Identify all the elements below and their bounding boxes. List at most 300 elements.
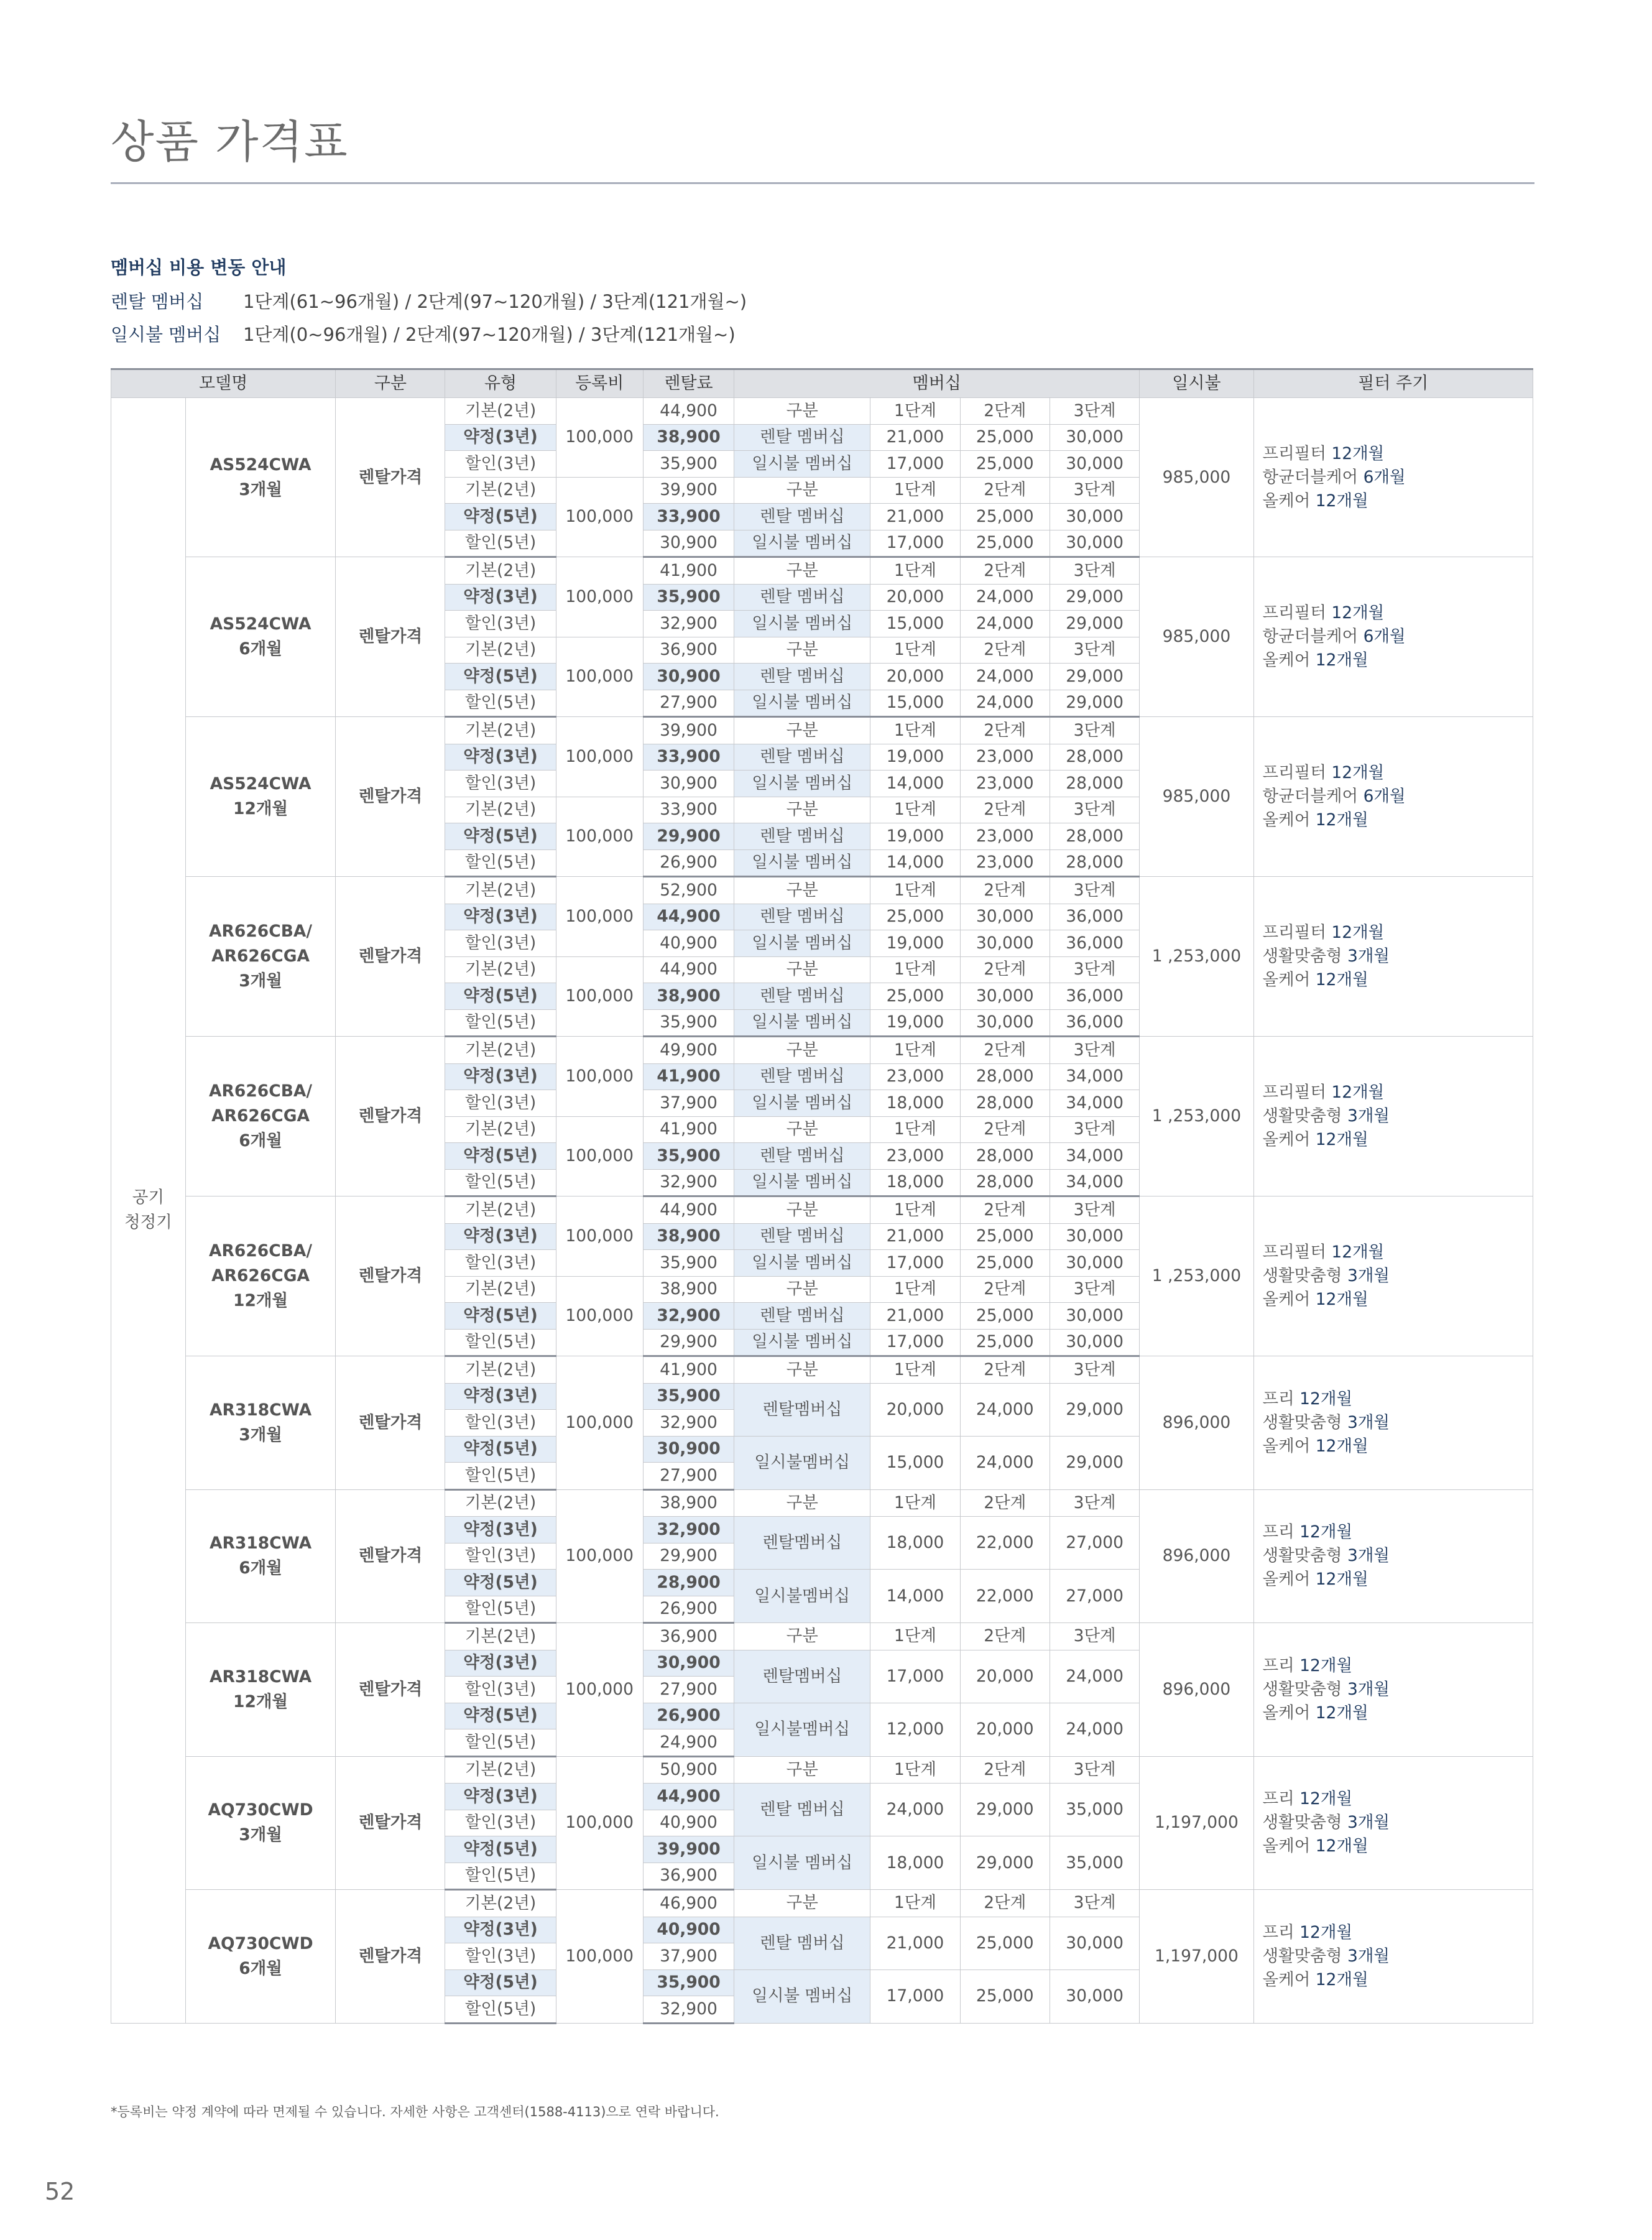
rental-fee: 37,900 <box>643 1943 734 1970</box>
contract-type: 할인(3년) <box>445 1090 556 1117</box>
filter-period: 12개월 <box>1299 1389 1353 1409</box>
membership-value: 23,000 <box>870 1143 960 1170</box>
membership-value: 18,000 <box>870 1836 960 1890</box>
rental-fee: 39,900 <box>643 477 734 504</box>
filter-item: 프리필터 12개월 <box>1262 443 1385 463</box>
membership-header-cell: 1단계 <box>870 877 960 904</box>
membership-header-cell: 3단계 <box>1050 1356 1139 1384</box>
membership-value: 24,000 <box>960 584 1050 611</box>
membership-value: 30,000 <box>1050 504 1139 530</box>
membership-header-cell: 2단계 <box>960 477 1050 504</box>
membership-value: 30,000 <box>960 930 1050 957</box>
membership-value: 28,000 <box>1050 849 1139 877</box>
membership-value: 15,000 <box>870 690 960 717</box>
filter-period: 12개월 <box>1299 1655 1353 1675</box>
membership-value: 36,000 <box>1050 1009 1139 1037</box>
membership-value: 28,000 <box>1050 823 1139 850</box>
membership-header-cell: 구분 <box>734 1890 870 1917</box>
rental-fee: 30,900 <box>643 530 734 557</box>
rental-fee: 30,900 <box>643 664 734 690</box>
membership-value: 30,000 <box>960 904 1050 930</box>
membership-header-cell: 1단계 <box>870 1623 960 1650</box>
membership-value: 29,000 <box>960 1836 1050 1890</box>
membership-value: 18,000 <box>870 1517 960 1570</box>
filter-period: 12개월 <box>1331 603 1385 622</box>
membership-value: 36,000 <box>1050 930 1139 957</box>
membership-header-cell: 1단계 <box>870 956 960 983</box>
contract-type: 약정(3년) <box>445 1784 556 1810</box>
model-name: AQ730CWD 3개월 <box>185 1756 336 1890</box>
contract-type: 할인(5년) <box>445 1996 556 2024</box>
rental-fee: 33,900 <box>643 797 734 823</box>
filter-item: 생활맞춤형 3개월 <box>1262 946 1390 966</box>
header-gubun: 구분 <box>336 369 445 398</box>
membership-value: 28,000 <box>1050 771 1139 797</box>
filter-item: 생활맞춤형 3개월 <box>1262 1546 1390 1566</box>
membership-value: 20,000 <box>870 1383 960 1436</box>
membership-value: 29,000 <box>1050 611 1139 637</box>
membership-label: 렌탈 멤버십 <box>734 1143 870 1170</box>
registration-fee: 100,000 <box>556 557 643 637</box>
rental-fee: 35,900 <box>643 584 734 611</box>
registration-fee: 100,000 <box>556 1037 643 1117</box>
membership-label: 렌탈멤버십 <box>734 1517 870 1570</box>
contract-type: 기본(2년) <box>445 1116 556 1143</box>
filter-item: 올케어 12개월 <box>1262 650 1368 670</box>
filter-period: 3개월 <box>1347 1813 1390 1833</box>
filter-item: 프리필터 12개월 <box>1262 923 1385 942</box>
rental-fee: 36,900 <box>643 1623 734 1650</box>
rental-fee: 29,900 <box>643 1543 734 1570</box>
filter-period: 12개월 <box>1315 1130 1368 1149</box>
rental-fee: 30,900 <box>643 771 734 797</box>
rental-fee: 38,900 <box>643 983 734 1010</box>
membership-label: 렌탈 멤버십 <box>734 1784 870 1836</box>
membership-label: 렌탈 멤버십 <box>734 1223 870 1250</box>
contract-type: 약정(5년) <box>445 1303 556 1330</box>
lump-sum-price: 1 ,253,000 <box>1140 877 1253 1037</box>
contract-type: 약정(5년) <box>445 1570 556 1596</box>
contract-type: 약정(3년) <box>445 1223 556 1250</box>
filter-period: 12개월 <box>1331 443 1385 463</box>
membership-value: 22,000 <box>960 1517 1050 1570</box>
registration-fee: 100,000 <box>556 1489 643 1623</box>
membership-value: 35,000 <box>1050 1836 1139 1890</box>
membership-header-cell: 2단계 <box>960 1756 1050 1784</box>
membership-label: 렌탈멤버십 <box>734 1650 870 1703</box>
filter-period: 3개월 <box>1347 1546 1390 1566</box>
membership-label: 렌탈 멤버십 <box>734 424 870 451</box>
price-table <box>111 368 1533 2024</box>
filter-period: 3개월 <box>1347 1679 1390 1699</box>
filter-item: 생활맞춤형 3개월 <box>1262 1106 1390 1126</box>
filter-item: 항균더블케어 6개월 <box>1262 787 1406 806</box>
membership-header-cell: 구분 <box>734 477 870 504</box>
membership-value: 25,000 <box>870 904 960 930</box>
membership-label: 일시불 멤버십 <box>734 849 870 877</box>
header-type: 유형 <box>445 369 556 398</box>
filter-period: 12개월 <box>1315 650 1368 670</box>
membership-header-cell: 3단계 <box>1050 557 1139 585</box>
membership-header-cell: 2단계 <box>960 717 1050 744</box>
notice-heading: 멤버십 비용 변동 안내 <box>111 257 287 278</box>
membership-value: 28,000 <box>960 1063 1050 1090</box>
rental-fee: 49,900 <box>643 1037 734 1064</box>
filter-cycle <box>1253 1196 1533 1356</box>
membership-header-cell: 3단계 <box>1050 877 1139 904</box>
membership-value: 30,000 <box>1050 1917 1139 1969</box>
model-name: AR318CWA 12개월 <box>185 1623 336 1757</box>
membership-value: 34,000 <box>1050 1090 1139 1117</box>
rental-fee: 26,900 <box>643 1596 734 1623</box>
filter-period: 12개월 <box>1331 1243 1385 1262</box>
filter-item: 올케어 12개월 <box>1262 1290 1368 1309</box>
contract-type: 약정(3년) <box>445 1650 556 1677</box>
membership-value: 30,000 <box>1050 424 1139 451</box>
membership-header-cell: 1단계 <box>870 1276 960 1303</box>
rental-fee: 44,900 <box>643 1196 734 1224</box>
membership-header-cell: 2단계 <box>960 956 1050 983</box>
membership-value: 20,000 <box>960 1703 1050 1756</box>
membership-header-cell: 1단계 <box>870 717 960 744</box>
filter-period: 3개월 <box>1347 1106 1390 1126</box>
rental-fee: 52,900 <box>643 877 734 904</box>
membership-value: 17,000 <box>870 1650 960 1703</box>
registration-fee: 100,000 <box>556 1623 643 1757</box>
filter-item: 올케어 12개월 <box>1262 1130 1368 1149</box>
membership-value: 17,000 <box>870 1329 960 1356</box>
lump-sum-price: 896,000 <box>1140 1356 1253 1490</box>
membership-label: 일시불 멤버십 <box>734 1969 870 2023</box>
filter-cycle <box>1253 1890 1533 2024</box>
contract-type: 할인(3년) <box>445 1250 556 1277</box>
filter-item: 올케어 12개월 <box>1262 1570 1368 1590</box>
membership-value: 29,000 <box>1050 664 1139 690</box>
contract-type: 할인(5년) <box>445 1329 556 1356</box>
membership-header-cell: 1단계 <box>870 1116 960 1143</box>
contract-type: 기본(2년) <box>445 1037 556 1064</box>
filter-item: 생활맞춤형 3개월 <box>1262 1679 1390 1699</box>
membership-header-cell: 2단계 <box>960 1116 1050 1143</box>
membership-value: 17,000 <box>870 1969 960 2023</box>
model-name: AR626CBA/ AR626CGA 6개월 <box>185 1037 336 1196</box>
title-divider <box>111 182 1534 184</box>
membership-header-cell: 구분 <box>734 1196 870 1224</box>
membership-value: 29,000 <box>1050 690 1139 717</box>
filter-period: 12개월 <box>1315 1836 1368 1856</box>
membership-value: 21,000 <box>870 1223 960 1250</box>
membership-value: 25,000 <box>960 1303 1050 1330</box>
membership-value: 22,000 <box>960 1570 1050 1623</box>
membership-value: 23,000 <box>870 1063 960 1090</box>
membership-value: 24,000 <box>1050 1650 1139 1703</box>
filter-period: 12개월 <box>1315 491 1368 511</box>
membership-value: 36,000 <box>1050 904 1139 930</box>
membership-value: 19,000 <box>870 1009 960 1037</box>
membership-label: 일시불 멤버십 <box>734 451 870 478</box>
table-row <box>111 1356 1533 1384</box>
rental-fee: 35,900 <box>643 1143 734 1170</box>
membership-label: 렌탈 멤버십 <box>734 744 870 771</box>
table-header-row <box>111 369 1533 398</box>
model-name: AR318CWA 3개월 <box>185 1356 336 1490</box>
membership-label: 일시불 멤버십 <box>734 1329 870 1356</box>
membership-header-cell: 1단계 <box>870 477 960 504</box>
membership-value: 19,000 <box>870 930 960 957</box>
filter-cycle <box>1253 557 1533 717</box>
filter-item: 올케어 12개월 <box>1262 1436 1368 1456</box>
filter-period: 12개월 <box>1299 1522 1353 1542</box>
rental-fee: 27,900 <box>643 1677 734 1703</box>
membership-value: 29,000 <box>1050 584 1139 611</box>
membership-label: 일시불 멤버십 <box>734 1009 870 1037</box>
membership-value: 30,000 <box>1050 530 1139 557</box>
membership-label: 일시불멤버십 <box>734 1570 870 1623</box>
registration-fee: 100,000 <box>556 1276 643 1356</box>
contract-type: 약정(5년) <box>445 1143 556 1170</box>
table-row <box>111 1037 1533 1064</box>
footnote: *등록비는 약정 계약에 따라 면제될 수 있습니다. 자세한 사항은 고객센터(1588-4113)으로 연락 바랍니다. <box>111 2104 719 2119</box>
membership-value: 23,000 <box>960 823 1050 850</box>
membership-value: 30,000 <box>1050 1329 1139 1356</box>
lump-sum-price: 1,197,000 <box>1140 1756 1253 1890</box>
table-row <box>111 557 1533 585</box>
membership-header-cell: 1단계 <box>870 1356 960 1384</box>
rental-fee: 37,900 <box>643 1090 734 1117</box>
filter-cycle <box>1253 1756 1533 1890</box>
filter-item: 프리 12개월 <box>1262 1522 1353 1542</box>
table-row <box>111 717 1533 744</box>
contract-type: 할인(5년) <box>445 1596 556 1623</box>
membership-header-cell: 구분 <box>734 956 870 983</box>
filter-period: 6개월 <box>1363 787 1406 806</box>
notice-value: 1단계(0~96개월) / 2단계(97~120개월) / 3단계(121개월~) <box>243 324 736 345</box>
filter-period: 12개월 <box>1331 923 1385 942</box>
membership-value: 34,000 <box>1050 1169 1139 1196</box>
membership-header-cell: 3단계 <box>1050 1116 1139 1143</box>
filter-period: 12개월 <box>1315 1436 1368 1456</box>
model-name: AS524CWA 12개월 <box>185 717 336 877</box>
membership-header-cell: 2단계 <box>960 1890 1050 1917</box>
rental-fee: 39,900 <box>643 1836 734 1863</box>
gubun-cell: 렌탈가격 <box>336 877 445 1037</box>
membership-value: 24,000 <box>960 1383 1050 1436</box>
membership-header-cell: 3단계 <box>1050 1623 1139 1650</box>
rental-fee: 30,900 <box>643 1650 734 1677</box>
membership-header-cell: 1단계 <box>870 637 960 664</box>
membership-value: 28,000 <box>1050 744 1139 771</box>
membership-value: 20,000 <box>870 664 960 690</box>
contract-type: 약정(5년) <box>445 983 556 1010</box>
gubun-cell: 렌탈가격 <box>336 1489 445 1623</box>
contract-type: 할인(5년) <box>445 1169 556 1196</box>
membership-value: 24,000 <box>960 611 1050 637</box>
membership-label: 렌탈 멤버십 <box>734 584 870 611</box>
membership-notice <box>111 254 747 354</box>
gubun-cell: 렌탈가격 <box>336 557 445 717</box>
table-row <box>111 1196 1533 1224</box>
membership-value: 30,000 <box>1050 1303 1139 1330</box>
rental-fee: 32,900 <box>643 1517 734 1543</box>
rental-fee: 33,900 <box>643 744 734 771</box>
contract-type: 기본(2년) <box>445 1196 556 1224</box>
header-rental-fee: 렌탈료 <box>643 369 734 398</box>
model-name: AR626CBA/ AR626CGA 3개월 <box>185 877 336 1037</box>
registration-fee: 100,000 <box>556 877 643 957</box>
membership-label: 렌탈 멤버십 <box>734 823 870 850</box>
contract-type: 할인(5년) <box>445 690 556 717</box>
membership-header-cell: 구분 <box>734 557 870 585</box>
contract-type: 약정(5년) <box>445 1969 556 1996</box>
rental-fee: 32,900 <box>643 1996 734 2024</box>
membership-header-cell: 구분 <box>734 717 870 744</box>
membership-value: 25,000 <box>870 983 960 1010</box>
membership-value: 30,000 <box>1050 1223 1139 1250</box>
membership-label: 렌탈 멤버십 <box>734 504 870 530</box>
category-cell: 공기 청정기 <box>111 398 186 2024</box>
rental-fee: 29,900 <box>643 1329 734 1356</box>
filter-item: 생활맞춤형 3개월 <box>1262 1813 1390 1833</box>
membership-value: 14,000 <box>870 849 960 877</box>
membership-header-cell: 1단계 <box>870 797 960 823</box>
rental-fee: 41,900 <box>643 1356 734 1384</box>
membership-header-cell: 1단계 <box>870 1196 960 1224</box>
contract-type: 기본(2년) <box>445 1623 556 1650</box>
membership-value: 19,000 <box>870 823 960 850</box>
membership-header-cell: 구분 <box>734 637 870 664</box>
rental-fee: 24,900 <box>643 1729 734 1757</box>
gubun-cell: 렌탈가격 <box>336 398 445 557</box>
membership-header-cell: 구분 <box>734 1276 870 1303</box>
membership-label: 일시불멤버십 <box>734 1436 870 1489</box>
rental-fee: 35,900 <box>643 1250 734 1277</box>
membership-header-cell: 구분 <box>734 1489 870 1517</box>
filter-cycle <box>1253 398 1533 557</box>
registration-fee: 100,000 <box>556 637 643 717</box>
membership-header-cell: 2단계 <box>960 877 1050 904</box>
filter-item: 프리 12개월 <box>1262 1789 1353 1809</box>
rental-fee: 44,900 <box>643 904 734 930</box>
membership-value: 23,000 <box>960 771 1050 797</box>
membership-header-cell: 2단계 <box>960 1356 1050 1384</box>
rental-fee: 38,900 <box>643 424 734 451</box>
contract-type: 약정(3년) <box>445 1063 556 1090</box>
membership-value: 28,000 <box>960 1169 1050 1196</box>
membership-value: 34,000 <box>1050 1143 1139 1170</box>
filter-item: 올케어 12개월 <box>1262 491 1368 511</box>
membership-value: 25,000 <box>960 1223 1050 1250</box>
membership-header-cell: 구분 <box>734 877 870 904</box>
membership-header-cell: 3단계 <box>1050 717 1139 744</box>
rental-fee: 38,900 <box>643 1223 734 1250</box>
header-registration: 등록비 <box>556 369 643 398</box>
contract-type: 약정(3년) <box>445 1917 556 1943</box>
rental-fee: 32,900 <box>643 611 734 637</box>
membership-value: 29,000 <box>1050 1383 1139 1436</box>
membership-value: 18,000 <box>870 1169 960 1196</box>
membership-value: 25,000 <box>960 1250 1050 1277</box>
filter-period: 3개월 <box>1347 1266 1390 1285</box>
filter-period: 3개월 <box>1347 1946 1390 1966</box>
filter-item: 항균더블케어 6개월 <box>1262 627 1406 646</box>
notice-row-rental <box>111 288 747 313</box>
filter-item: 프리필터 12개월 <box>1262 603 1385 622</box>
header-lump-sum: 일시불 <box>1140 369 1253 398</box>
membership-label: 일시불멤버십 <box>734 1703 870 1756</box>
registration-fee: 100,000 <box>556 797 643 877</box>
membership-header-cell: 3단계 <box>1050 1037 1139 1064</box>
header-model: 모델명 <box>111 369 336 398</box>
rental-fee: 35,900 <box>643 1383 734 1410</box>
contract-type: 약정(5년) <box>445 504 556 530</box>
rental-fee: 35,900 <box>643 1969 734 1996</box>
membership-value: 21,000 <box>870 504 960 530</box>
rental-fee: 41,900 <box>643 1116 734 1143</box>
rental-fee: 27,900 <box>643 690 734 717</box>
membership-header-cell: 2단계 <box>960 637 1050 664</box>
lump-sum-price: 1,197,000 <box>1140 1890 1253 2024</box>
membership-label: 일시불 멤버십 <box>734 530 870 557</box>
membership-label: 일시불 멤버십 <box>734 771 870 797</box>
filter-cycle <box>1253 717 1533 877</box>
contract-type: 약정(3년) <box>445 584 556 611</box>
table-body <box>111 398 1533 2024</box>
contract-type: 할인(3년) <box>445 1943 556 1970</box>
filter-item: 생활맞춤형 3개월 <box>1262 1266 1390 1285</box>
contract-type: 할인(5년) <box>445 849 556 877</box>
filter-period: 12개월 <box>1315 810 1368 830</box>
membership-value: 21,000 <box>870 424 960 451</box>
membership-value: 19,000 <box>870 744 960 771</box>
registration-fee: 100,000 <box>556 1116 643 1196</box>
rental-fee: 46,900 <box>643 1890 734 1917</box>
lump-sum-price: 985,000 <box>1140 557 1253 717</box>
contract-type: 할인(3년) <box>445 930 556 957</box>
membership-value: 30,000 <box>960 983 1050 1010</box>
filter-item: 프리필터 12개월 <box>1262 1083 1385 1102</box>
table-row <box>111 877 1533 904</box>
rental-fee: 44,900 <box>643 1784 734 1810</box>
membership-header-cell: 1단계 <box>870 398 960 425</box>
contract-type: 할인(5년) <box>445 1463 556 1490</box>
rental-fee: 27,900 <box>643 1463 734 1490</box>
membership-value: 23,000 <box>960 744 1050 771</box>
contract-type: 약정(5년) <box>445 1436 556 1463</box>
membership-header-cell: 1단계 <box>870 557 960 585</box>
contract-type: 기본(2년) <box>445 1890 556 1917</box>
contract-type: 약정(5년) <box>445 823 556 850</box>
notice-value: 1단계(61~96개월) / 2단계(97~120개월) / 3단계(121개월~) <box>243 291 747 312</box>
membership-header-cell: 2단계 <box>960 1037 1050 1064</box>
membership-label: 일시불 멤버십 <box>734 1250 870 1277</box>
contract-type: 약정(3년) <box>445 744 556 771</box>
contract-type: 기본(2년) <box>445 557 556 585</box>
rental-fee: 36,900 <box>643 637 734 664</box>
membership-value: 24,000 <box>960 1436 1050 1489</box>
membership-header-cell: 1단계 <box>870 1489 960 1517</box>
membership-value: 17,000 <box>870 530 960 557</box>
rental-fee: 50,900 <box>643 1756 734 1784</box>
gubun-cell: 렌탈가격 <box>336 1890 445 2024</box>
membership-label: 렌탈 멤버십 <box>734 1303 870 1330</box>
contract-type: 기본(2년) <box>445 1276 556 1303</box>
membership-header-cell: 2단계 <box>960 1196 1050 1224</box>
gubun-cell: 렌탈가격 <box>336 1037 445 1196</box>
rental-fee: 40,900 <box>643 1917 734 1943</box>
rental-fee: 32,900 <box>643 1410 734 1437</box>
contract-type: 약정(5년) <box>445 1836 556 1863</box>
membership-label: 일시불 멤버십 <box>734 611 870 637</box>
